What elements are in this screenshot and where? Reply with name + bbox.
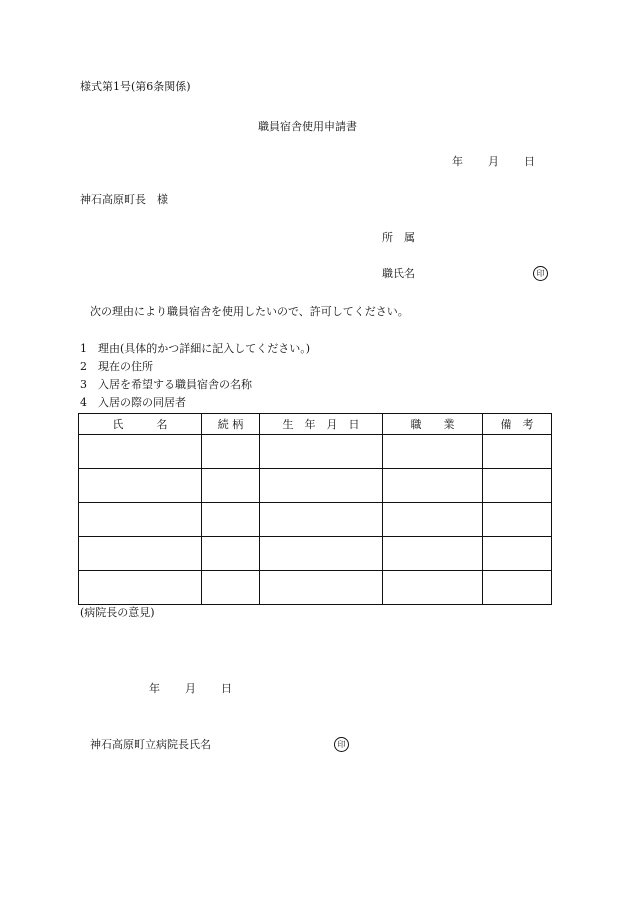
table-row (79, 469, 552, 503)
date-day-label: 日 (524, 155, 535, 168)
cell-birthdate[interactable] (260, 537, 383, 571)
cell-name[interactable] (79, 435, 202, 469)
cell-remarks[interactable] (483, 503, 552, 537)
document-title: 職員宿舎使用申請書 (258, 120, 357, 133)
item-text: 入居を希望する職員宿舎の名称 (98, 378, 252, 391)
item-3 (80, 378, 252, 392)
cell-relationship[interactable] (202, 537, 260, 571)
item-2 (80, 360, 153, 374)
item-text: 理由(具体的かつ詳細に記入してください。) (98, 342, 311, 355)
cell-occupation[interactable] (383, 435, 483, 469)
table-row (79, 503, 552, 537)
cell-remarks[interactable] (483, 571, 552, 605)
director-opinion-label: (病院長の意見) (80, 606, 155, 619)
director-seal-mark: 印 (334, 737, 349, 752)
cell-occupation[interactable] (383, 537, 483, 571)
item-number: 3 (80, 378, 87, 391)
name-label: 職氏名 (382, 267, 415, 280)
cell-birthdate[interactable] (260, 435, 383, 469)
table-row (79, 537, 552, 571)
cell-remarks[interactable] (483, 537, 552, 571)
cell-occupation[interactable] (383, 571, 483, 605)
request-text: 次の理由により職員宿舎を使用したいので、許可してください。 (90, 305, 409, 318)
cell-name[interactable] (79, 537, 202, 571)
table-row (79, 435, 552, 469)
header-name: 氏 名 (79, 414, 202, 435)
item-4 (80, 396, 186, 410)
header-occupation: 職 業 (383, 414, 483, 435)
director-date-month-label: 月 (185, 682, 196, 695)
cell-birthdate[interactable] (260, 469, 383, 503)
cell-birthdate[interactable] (260, 503, 383, 537)
affiliation-label: 所 属 (382, 231, 415, 244)
director-date-year-label: 年 (149, 682, 160, 695)
cell-remarks[interactable] (483, 435, 552, 469)
header-relationship: 続 柄 (202, 414, 260, 435)
cell-remarks[interactable] (483, 469, 552, 503)
applicant-seal-mark: 印 (533, 266, 548, 281)
header-birthdate: 生 年 月 日 (260, 414, 383, 435)
date-month-label: 月 (488, 155, 499, 168)
cell-birthdate[interactable] (260, 571, 383, 605)
director-date-day-label: 日 (221, 682, 232, 695)
cell-name[interactable] (79, 469, 202, 503)
cell-occupation[interactable] (383, 503, 483, 537)
item-1 (80, 342, 310, 356)
cell-name[interactable] (79, 503, 202, 537)
header-remarks: 備 考 (483, 414, 552, 435)
table-row (79, 571, 552, 605)
item-number: 1 (80, 342, 87, 355)
cell-relationship[interactable] (202, 571, 260, 605)
item-text: 現在の住所 (98, 360, 153, 373)
cell-relationship[interactable] (202, 469, 260, 503)
director-name-label: 神石高原町立病院長氏名 (90, 738, 211, 751)
item-number: 4 (80, 396, 87, 409)
form-number: 様式第1号(第6条関係) (80, 80, 191, 93)
addressee: 神石高原町長 様 (80, 193, 168, 206)
table-header-row (79, 414, 552, 435)
cell-relationship[interactable] (202, 503, 260, 537)
cell-name[interactable] (79, 571, 202, 605)
date-year-label: 年 (452, 155, 463, 168)
co-resident-table (78, 413, 552, 605)
cell-occupation[interactable] (383, 469, 483, 503)
cell-relationship[interactable] (202, 435, 260, 469)
item-text: 入居の際の同居者 (98, 396, 186, 409)
item-number: 2 (80, 360, 87, 373)
